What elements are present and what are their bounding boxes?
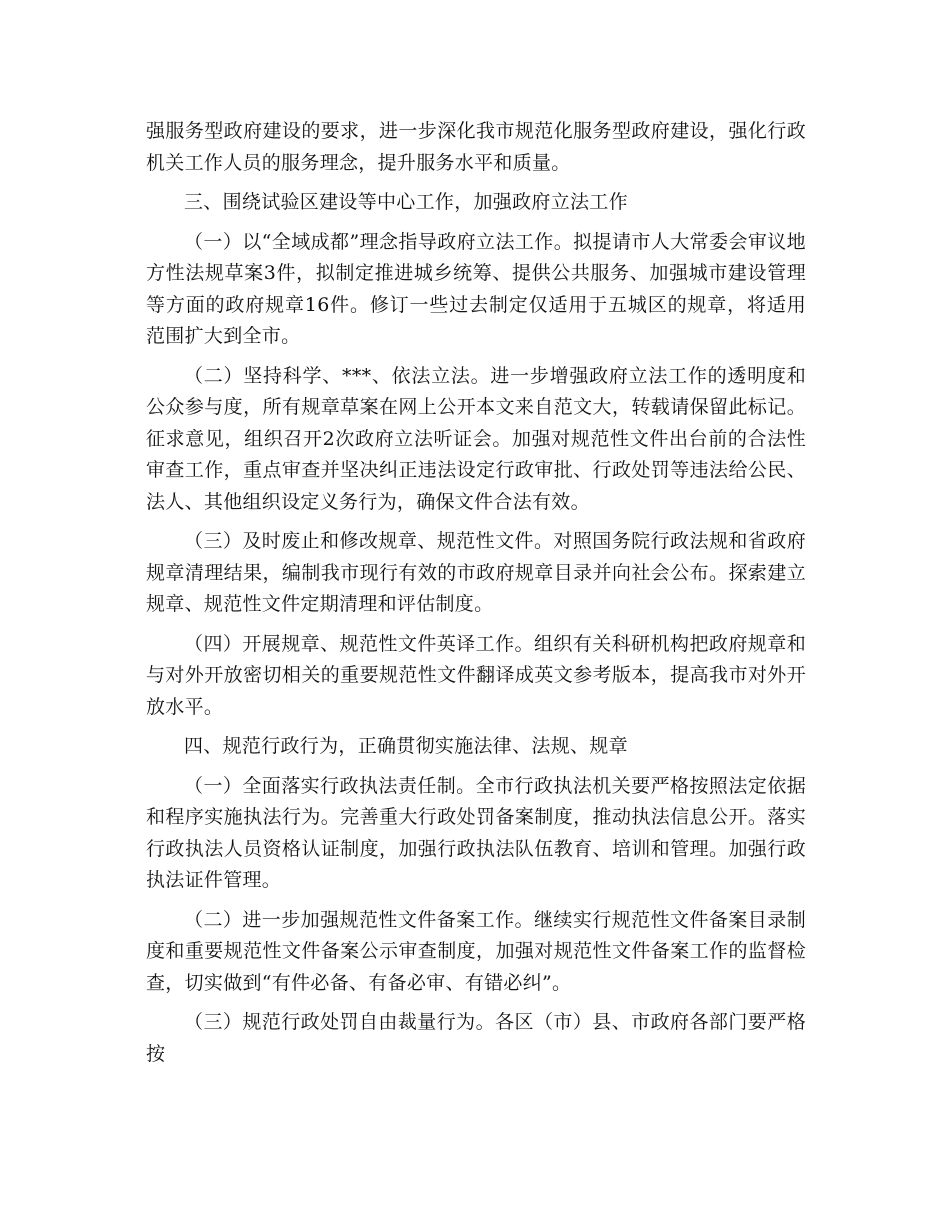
section-heading: 四、规范行政行为，正确贯彻实施法律、法规、规章 bbox=[184, 735, 628, 757]
body-paragraph: （二）进一步加强规范性文件备案工作。继续实行规范性文件备案目录制度和重要规范性文件备案公示审查制度，加强对规范性文件备案工作的监督检查，切实做到“有件必备、有备必审、有错必纠”。 bbox=[146, 908, 806, 994]
body-paragraph: （三）规范行政处罚自由裁量行为。各区（市）县、市政府各部门要严格按 bbox=[146, 1011, 806, 1065]
document-body bbox=[146, 116, 806, 1078]
body-paragraph: （一）以“全域成都”理念指导政府立法工作。拟提请市人大常委会审议地方性法规草案3件，拟制定推进城乡统筹、提供公共服务、加强城市建设管理等方面的政府规章16件。修订一些过去制定仅适用于五城区的规章，将适用范围扩大到全市。 bbox=[146, 230, 806, 347]
body-paragraph: 强服务型政府建设的要求，进一步深化我市规范化服务型政府建设，强化行政机关工作人员的服务理念，提升服务水平和质量。 bbox=[146, 120, 806, 174]
body-paragraph: （一）全面落实行政执法责任制。全市行政执法机关要严格按照法定依据和程序实施执法行为。完善重大行政处罚备案制度，推动执法信息公开。落实行政执法人员资格认证制度，加强行政执法队伍教育、培训和管理。加强行政执法证件管理。 bbox=[146, 774, 806, 891]
section-heading: 三、围绕试验区建设等中心工作，加强政府立法工作 bbox=[184, 191, 628, 213]
body-paragraph: （四）开展规章、规范性文件英译工作。组织有关科研机构把政府规章和与对外开放密切相关的重要规范性文件翻译成英文参考版本，提高我市对外开放水平。 bbox=[146, 632, 806, 718]
body-paragraph: （三）及时废止和修改规章、规范性文件。对照国务院行政法规和省政府规章清理结果，编制我市现行有效的市政府规章目录并向社会公布。探索建立规章、规范性文件定期清理和评估制度。 bbox=[146, 530, 806, 615]
body-paragraph: （二）坚持科学、***、依法立法。进一步增强政府立法工作的透明度和公众参与度，所有规章草案在网上公开本文来自范文大，转载请保留此标记。征求意见，组织召开2次政府立法听证会。加强对规范性文件出台前的合法性审查工作，重点审查并坚决纠正违法设定行政审批、行政处罚等违法给公民、法人、其他组织设定义务行为，确保文件合法有效。 bbox=[146, 364, 806, 513]
